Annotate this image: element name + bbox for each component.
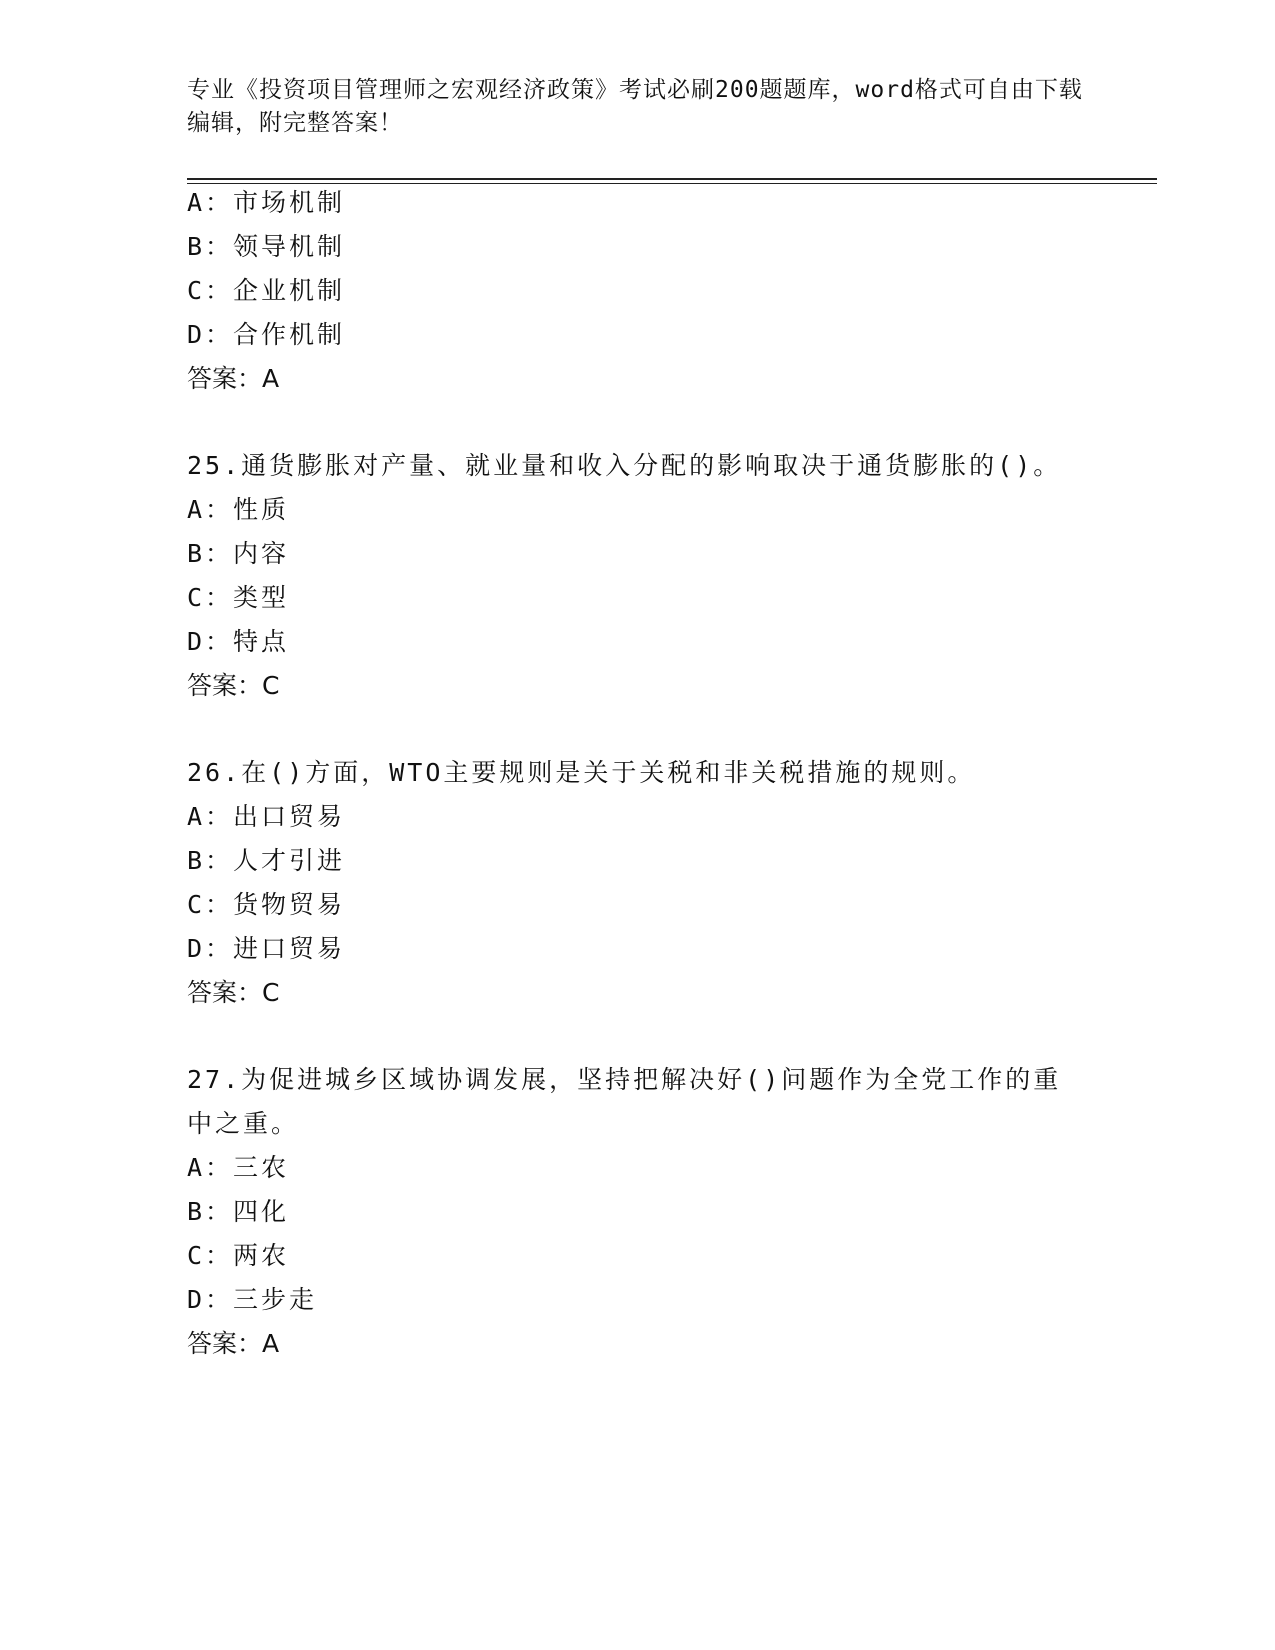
document-header: 专业《投资项目管理师之宏观经济政策》考试必刷200题题库，word格式可自由下载编辑，附完整答案！ (187, 77, 1083, 136)
q24-option-c: C：企业机制 (187, 276, 346, 305)
header-divider-thick (187, 178, 1157, 180)
q25-question: 25.通货膨胀对产量、就业量和收入分配的影响取决于通货膨胀的()。 (187, 451, 1062, 480)
q25-answer: 答案：C (187, 671, 280, 700)
q24-option-a: A：市场机制 (187, 188, 346, 217)
q26-option-a: A：出口贸易 (187, 802, 346, 831)
q24-option-b: B：领导机制 (187, 232, 346, 261)
q26-option-c: C：货物贸易 (187, 890, 346, 919)
q26-answer: 答案：C (187, 978, 280, 1007)
header-divider-thin (187, 183, 1157, 184)
q25-option-c: C：类型 (187, 583, 290, 612)
q27-answer: 答案：A (187, 1329, 280, 1358)
q26-option-d: D：进口贸易 (187, 934, 346, 963)
q27-option-c: C：两农 (187, 1241, 290, 1270)
q25-option-b: B：内容 (187, 539, 290, 568)
q27-option-b: B：四化 (187, 1197, 290, 1226)
q26-question: 26.在()方面，WTO主要规则是关于关税和非关税措施的规则。 (187, 758, 976, 787)
q25-option-a: A：性质 (187, 495, 290, 524)
q26-option-b: B：人才引进 (187, 846, 346, 875)
q24-answer: 答案：A (187, 364, 280, 393)
q27-option-d: D：三步走 (187, 1285, 318, 1314)
q24-option-d: D：合作机制 (187, 320, 346, 349)
q27-option-a: A：三农 (187, 1153, 290, 1182)
q27-question: 27.为促进城乡区域协调发展，坚持把解决好()问题作为全党工作的重中之重。 (187, 1065, 1062, 1138)
q25-option-d: D：特点 (187, 627, 290, 656)
